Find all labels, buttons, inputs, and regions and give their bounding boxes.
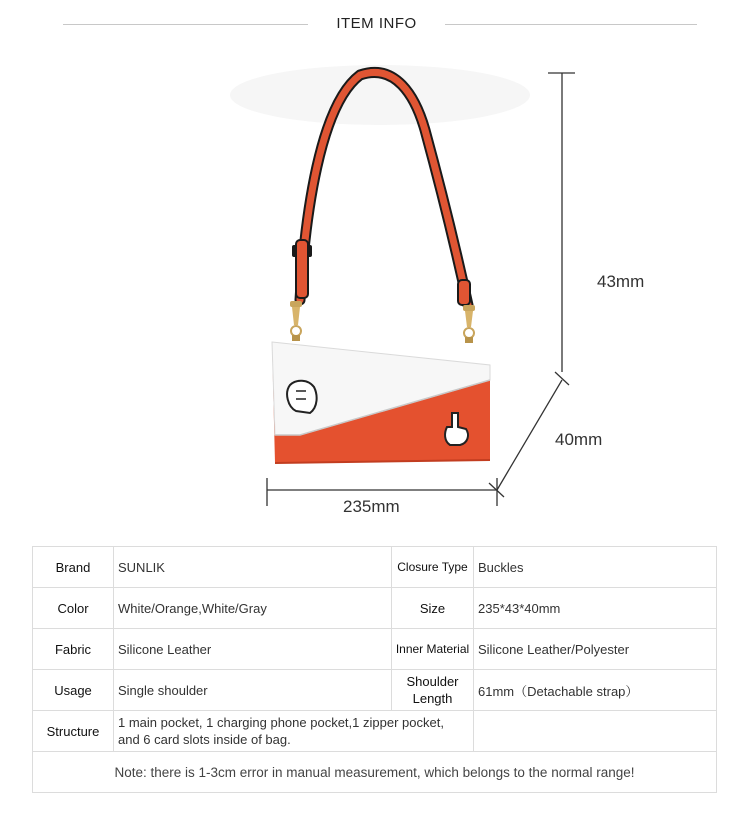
depth-dimension-label: 40mm: [555, 430, 603, 449]
glove-patch-left: [287, 381, 317, 413]
depth-dimension-line: [489, 380, 562, 497]
spec-value-structure-line1: 1 main pocket, 1 charging phone pocket,1 zipper pocket,: [118, 715, 444, 730]
spec-value-usage: Single shoulder: [114, 670, 392, 711]
spec-label-size: Size: [392, 588, 474, 629]
height-dimension-line: [548, 73, 575, 385]
spec-label-shoulder-length: [392, 670, 474, 711]
spec-label-closure: Closure Type: [392, 547, 474, 588]
spec-value-closure: Buckles: [474, 547, 717, 588]
section-title: ITEM INFO: [336, 15, 417, 32]
spec-value-structure-line2: and 6 card slots inside of bag.: [118, 732, 291, 747]
spec-value-brand: SUNLIK: [114, 547, 392, 588]
header-divider-right: [445, 24, 697, 25]
spec-label-shoulder-line1: Shoulder: [406, 674, 459, 689]
spec-value-fabric: Silicone Leather: [114, 629, 392, 670]
spec-value-inner-material: Silicone Leather/Polyester: [474, 629, 717, 670]
spec-value-color: White/Orange,White/Gray: [114, 588, 392, 629]
table-row: [33, 711, 717, 752]
spec-label-shoulder-line2: Length: [412, 691, 453, 706]
spec-label-color: Color: [33, 588, 114, 629]
spec-label-inner-material: Inner Material: [392, 629, 474, 670]
width-dimension-label: 235mm: [343, 497, 400, 516]
spec-value-structure: [114, 711, 474, 752]
table-row: [33, 629, 717, 670]
spec-label-fabric: Fabric: [33, 629, 114, 670]
spec-value-size: 235*43*40mm: [474, 588, 717, 629]
table-row: [33, 547, 717, 588]
height-dimension-label: 43mm: [597, 272, 645, 291]
spec-value-shoulder-length: 61mm（Detachable strap）: [474, 670, 717, 711]
table-row: [33, 588, 717, 629]
measurement-note: Note: there is 1-3cm error in manual measurement, which belongs to the normal range!: [33, 752, 717, 793]
header-divider-left: [63, 24, 308, 25]
gold-clasp-left: [290, 301, 302, 341]
spec-label-brand: Brand: [33, 547, 114, 588]
table-row: [33, 752, 717, 793]
spec-label-structure: Structure: [33, 711, 114, 752]
empty-cell: [474, 711, 717, 752]
table-row: [33, 670, 717, 711]
spec-table: [32, 546, 717, 793]
spec-label-usage: Usage: [33, 670, 114, 711]
gold-clasp-right: [463, 305, 475, 343]
